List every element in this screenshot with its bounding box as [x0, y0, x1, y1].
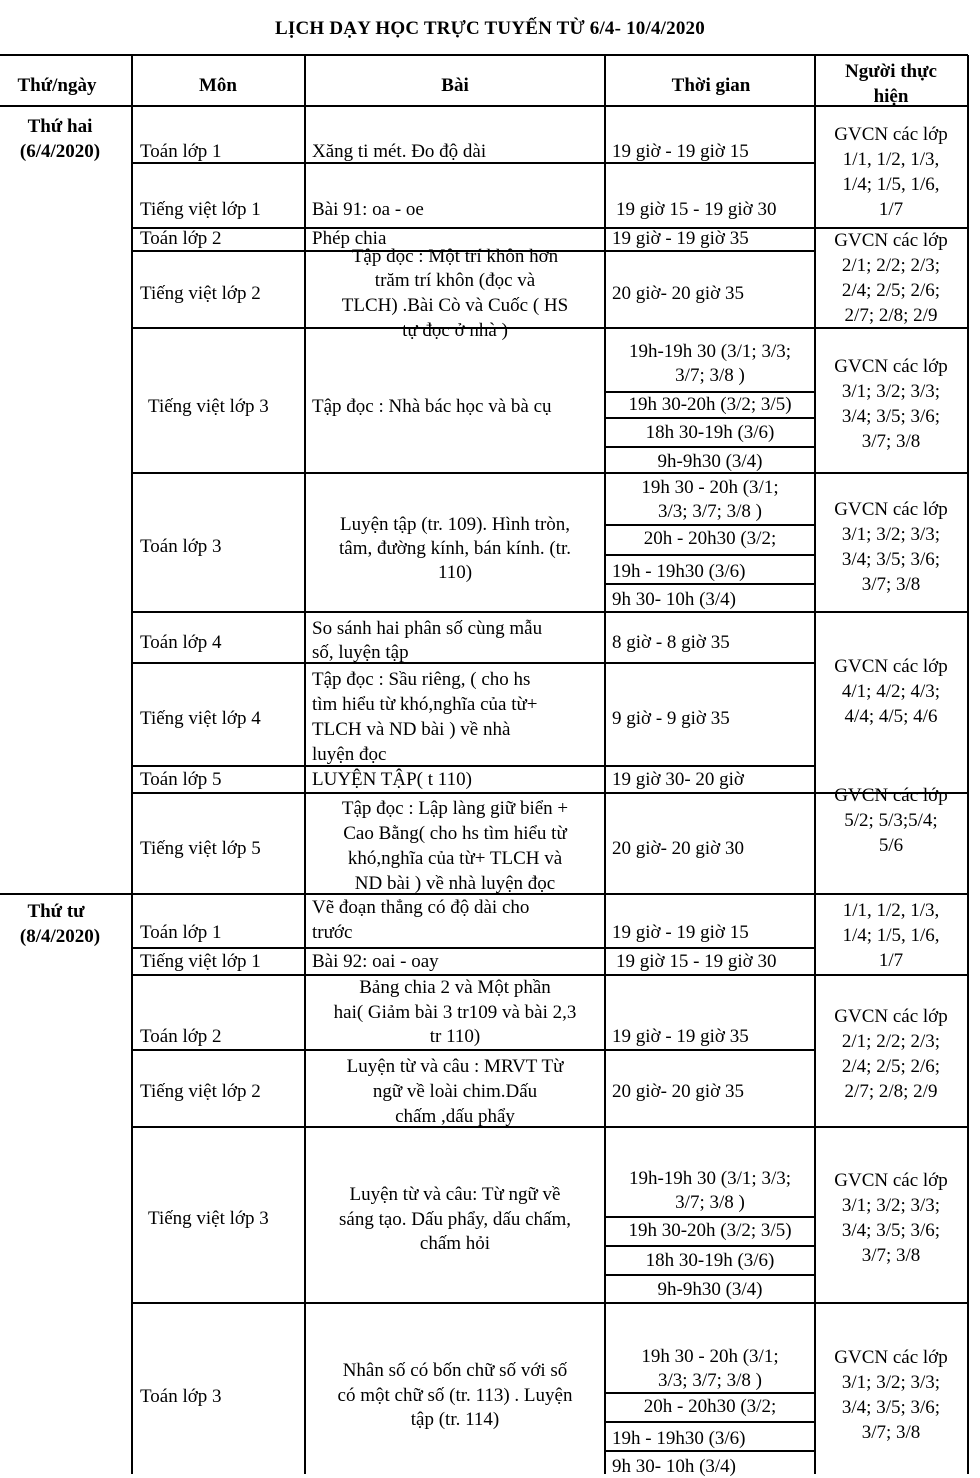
page-title: LỊCH DẠY HỌC TRỰC TUYẾN TỪ 6/4- 10/4/2020	[275, 18, 705, 39]
teacher-cell: 2/4; 2/5; 2/6;	[841, 280, 941, 301]
lesson-cell: tự đọc ở nhà )	[402, 320, 508, 341]
lesson-cell: chấm ,dấu phẩy	[395, 1106, 515, 1127]
teacher-cell: 3/7; 3/8	[861, 1422, 921, 1443]
teacher-cell: 3/1; 3/2; 3/3;	[841, 524, 941, 545]
time-cell: 19 giờ - 19 giờ 35	[612, 228, 749, 249]
lesson-cell: trăm trí khôn (đọc và	[374, 270, 536, 291]
time-cell: 3/3; 3/7; 3/8 )	[658, 1370, 762, 1391]
teacher-cell: 1/4; 1/5, 1/6,	[842, 174, 940, 195]
teacher-cell: 3/7; 3/8	[861, 574, 921, 595]
teacher-cell: 2/4; 2/5; 2/6;	[841, 1056, 941, 1077]
lesson-cell: Bài 92: oai - oay	[312, 951, 439, 972]
time-cell: 19 giờ - 19 giờ 15	[612, 922, 749, 943]
lesson-cell: tâm, đường kính, bán kính. (tr.	[339, 538, 571, 559]
time-cell: 20 giờ- 20 giờ 35	[612, 1081, 744, 1102]
lesson-cell: LUYỆN TẬP( t 110)	[312, 769, 472, 790]
lesson-cell: 110)	[437, 562, 473, 583]
lesson-cell: Phép chia	[312, 228, 387, 249]
teacher-cell: 2/1; 2/2; 2/3;	[841, 255, 941, 276]
subject-cell: Toán lớp 3	[140, 1386, 222, 1407]
lesson-cell: Luyện từ và câu : MRVT Từ	[346, 1056, 564, 1077]
header-teacher-2: hiện	[873, 86, 909, 107]
teacher-cell: 4/4; 4/5; 4/6	[844, 706, 938, 727]
teacher-cell: 3/1; 3/2; 3/3;	[841, 1195, 941, 1216]
time-cell: 9h 30- 10h (3/4)	[612, 589, 737, 610]
lesson-cell: luyện đọc	[312, 744, 387, 765]
time-cell: 9h-9h30 (3/4)	[657, 451, 763, 472]
lesson-cell: Luyện từ và câu: Từ ngữ về	[349, 1184, 561, 1205]
lesson-cell: tr 110)	[429, 1026, 481, 1047]
subject-cell: Tiếng việt lớp 5	[140, 838, 261, 859]
teacher-cell: 2/7; 2/8; 2/9	[844, 305, 938, 326]
teacher-cell: 4/1; 4/2; 4/3;	[841, 681, 941, 702]
teacher-cell: GVCN các lớp	[834, 124, 948, 145]
lesson-cell: chấm hỏi	[419, 1233, 491, 1254]
lesson-cell: ngữ về loài chim.Dấu	[372, 1081, 538, 1102]
time-cell: 3/7; 3/8 )	[675, 1192, 745, 1213]
day-name: Thứ hai	[27, 116, 93, 137]
time-cell: 18h 30-19h (3/6)	[645, 1250, 775, 1271]
header-teacher: Người thực	[845, 61, 937, 82]
subject-cell: Toán lớp 5	[140, 769, 222, 790]
time-cell: 20 giờ- 20 giờ 35	[612, 283, 744, 304]
teacher-cell: 1/1, 1/2, 1/3,	[842, 900, 940, 921]
teacher-cell: 2/1; 2/2; 2/3;	[841, 1031, 941, 1052]
teacher-cell: GVCN các lớp	[834, 656, 948, 677]
lesson-cell: TLCH và ND bài ) về nhà	[312, 719, 511, 740]
header-subject: Môn	[199, 75, 237, 96]
teacher-cell: 5/2; 5/3;5/4;	[844, 810, 938, 831]
lesson-cell: tập (tr. 114)	[410, 1409, 500, 1430]
teacher-cell: 5/6	[878, 835, 904, 856]
lesson-cell: trước	[312, 922, 353, 943]
lesson-cell: Nhân số có bốn chữ số với số	[342, 1360, 568, 1381]
lesson-cell: sáng tạo. Dấu phẩy, dấu chấm,	[339, 1209, 571, 1230]
teacher-cell: GVCN các lớp	[834, 1170, 948, 1191]
time-cell: 3/3; 3/7; 3/8 )	[658, 501, 762, 522]
time-cell: 19h 30 - 20h (3/1;	[641, 1346, 779, 1367]
time-cell: 9h 30- 10h (3/4)	[612, 1456, 737, 1477]
subject-cell: Tiếng việt lớp 2	[140, 283, 261, 304]
subject-cell: Tiếng việt lớp 4	[140, 708, 261, 729]
time-cell: 19h - 19h30 (3/6)	[612, 561, 746, 582]
lesson-cell: TLCH) .Bài Cò và Cuốc ( HS	[341, 295, 569, 316]
time-cell: 19 giờ - 19 giờ 15	[612, 141, 749, 162]
teacher-cell: 3/1; 3/2; 3/3;	[841, 1372, 941, 1393]
lesson-cell: số, luyện tập	[312, 642, 409, 663]
lesson-cell: khó,nghĩa của từ+ TLCH và	[347, 848, 563, 869]
teacher-cell: GVCN các lớp	[834, 499, 948, 520]
teacher-cell: GVCN các lớp	[834, 1347, 948, 1368]
subject-cell: Toán lớp 1	[140, 141, 222, 162]
time-cell: 19h - 19h30 (3/6)	[612, 1428, 746, 1449]
header-lesson: Bài	[441, 75, 469, 96]
time-cell: 20h - 20h30 (3/2;	[643, 528, 777, 549]
subject-cell: Tiếng việt lớp 1	[140, 199, 261, 220]
lesson-cell: Xăng ti mét. Đo độ dài	[312, 141, 487, 162]
lesson-cell: Tập đọc : Một trí khôn hơn	[351, 246, 559, 267]
teacher-cell: 3/4; 3/5; 3/6;	[841, 1220, 941, 1241]
subject-cell: Tiếng việt lớp 3	[148, 1208, 269, 1229]
lesson-cell: Vẽ đoạn thẳng có độ dài cho	[312, 897, 530, 918]
time-cell: 19h-19h 30 (3/1; 3/3;	[628, 341, 792, 362]
teacher-cell: 1/7	[878, 199, 904, 220]
header-day: Thứ/ngày	[17, 75, 97, 96]
time-cell: 19 giờ 30- 20 giờ	[612, 769, 744, 790]
lesson-cell: Bài 91: oa - oe	[312, 199, 424, 220]
time-cell: 19h-19h 30 (3/1; 3/3;	[628, 1168, 792, 1189]
subject-cell: Tiếng việt lớp 2	[140, 1081, 261, 1102]
teacher-cell: 2/7; 2/8; 2/9	[844, 1081, 938, 1102]
subject-cell: Toán lớp 1	[140, 922, 222, 943]
lesson-cell: ND bài ) về nhà luyện đọc	[354, 873, 556, 894]
lesson-cell: hai( Giảm bài 3 tr109 và bài 2,3	[333, 1002, 577, 1023]
teacher-cell: 1/1, 1/2, 1/3,	[842, 149, 940, 170]
time-cell: 19h 30-20h (3/2; 3/5)	[628, 1220, 792, 1241]
time-cell: 19 giờ - 19 giờ 35	[612, 1026, 749, 1047]
teacher-cell: 3/4; 3/5; 3/6;	[841, 1397, 941, 1418]
subject-cell: Tiếng việt lớp 1	[140, 951, 261, 972]
time-cell: 20h - 20h30 (3/2;	[643, 1396, 777, 1417]
time-cell: 18h 30-19h (3/6)	[645, 422, 775, 443]
subject-cell: Toán lớp 2	[140, 1026, 222, 1047]
teacher-cell: GVCN các lớp	[834, 356, 948, 377]
teacher-cell: GVCN các lớp	[834, 785, 948, 806]
teacher-cell: 3/7; 3/8	[861, 431, 921, 452]
header-time: Thời gian	[671, 75, 751, 96]
time-cell: 20 giờ- 20 giờ 30	[612, 838, 744, 859]
time-cell: 19h 30-20h (3/2; 3/5)	[628, 394, 792, 415]
lesson-cell: tìm hiểu từ khó,nghĩa của từ+	[312, 694, 538, 715]
lesson-cell: Tập đọc : Lập làng giữ biển +	[341, 798, 569, 819]
teacher-cell: 3/4; 3/5; 3/6;	[841, 406, 941, 427]
time-cell: 19h 30 - 20h (3/1;	[641, 477, 779, 498]
subject-cell: Tiếng việt lớp 3	[148, 396, 269, 417]
time-cell: 19 giờ 15 - 19 giờ 30	[616, 951, 777, 972]
day-name: Thứ tư	[27, 901, 85, 922]
time-cell: 8 giờ - 8 giờ 35	[612, 632, 730, 653]
teacher-cell: 1/4; 1/5, 1/6,	[842, 925, 940, 946]
subject-cell: Toán lớp 2	[140, 228, 222, 249]
teacher-cell: 3/4; 3/5; 3/6;	[841, 549, 941, 570]
teacher-cell: 1/7	[878, 950, 904, 971]
day-date: (6/4/2020)	[19, 141, 101, 162]
time-cell: 9h-9h30 (3/4)	[657, 1279, 763, 1300]
subject-cell: Toán lớp 3	[140, 536, 222, 557]
time-cell: 9 giờ - 9 giờ 35	[612, 708, 730, 729]
teacher-cell: GVCN các lớp	[834, 1006, 948, 1027]
lesson-cell: So sánh hai phân số cùng mẫu	[312, 618, 543, 639]
teacher-cell: 3/1; 3/2; 3/3;	[841, 381, 941, 402]
teacher-cell: 3/7; 3/8	[861, 1245, 921, 1266]
lesson-cell: có một chữ số (tr. 113) . Luyện	[337, 1385, 573, 1406]
lesson-cell: Tập đọc : Sầu riêng, ( cho hs	[312, 669, 531, 690]
day-date: (8/4/2020)	[19, 926, 101, 947]
subject-cell: Toán lớp 4	[140, 632, 222, 653]
teacher-cell: GVCN các lớp	[834, 230, 948, 251]
lesson-cell: Tập đọc : Nhà bác học và bà cụ	[312, 396, 552, 417]
time-cell: 3/7; 3/8 )	[675, 365, 745, 386]
lesson-cell: Cao Bằng( cho hs tìm hiểu từ	[343, 823, 567, 844]
lesson-cell: Bảng chia 2 và Một phần	[359, 977, 551, 998]
time-cell: 19 giờ 15 - 19 giờ 30	[616, 199, 777, 220]
lesson-cell: Luyện tập (tr. 109). Hình tròn,	[339, 514, 571, 535]
